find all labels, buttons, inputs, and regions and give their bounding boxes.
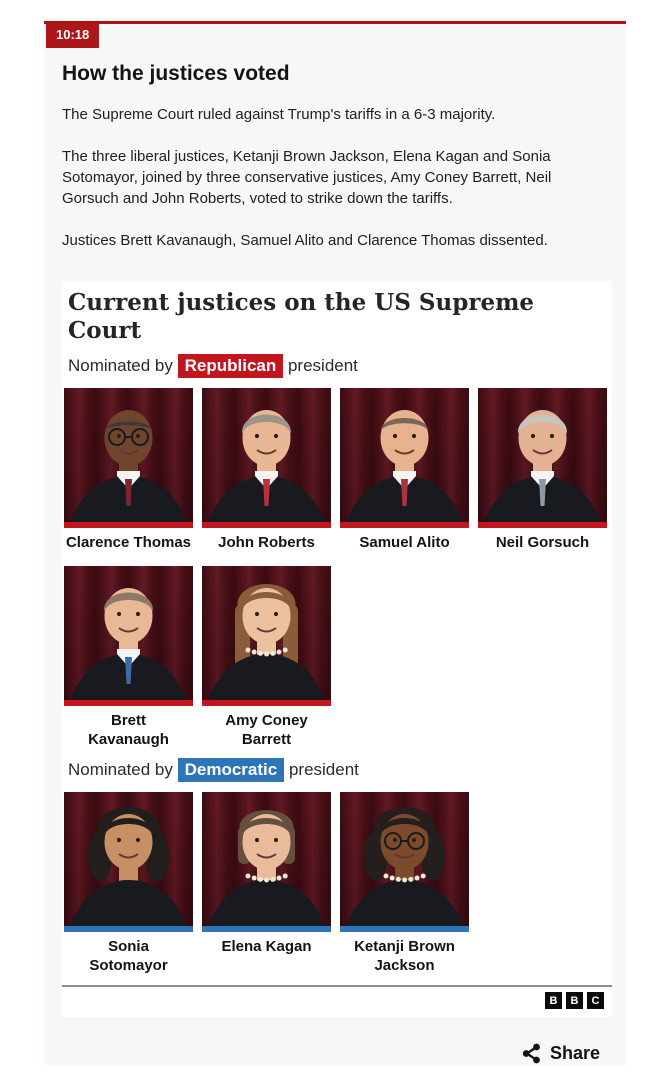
justice-name: John Roberts bbox=[218, 534, 315, 551]
nominated-by-suffix: president bbox=[283, 356, 358, 375]
justice-portrait bbox=[202, 566, 331, 700]
party-color-bar bbox=[202, 700, 331, 706]
justice-name: Amy Coney Barrett bbox=[225, 712, 308, 748]
party-color-bar bbox=[64, 522, 193, 528]
timestamp-badge: 10:18 bbox=[46, 21, 99, 48]
justice-portrait bbox=[340, 388, 469, 522]
justice-card bbox=[64, 792, 193, 975]
justice-card bbox=[202, 388, 331, 552]
share-button[interactable] bbox=[522, 1043, 600, 1064]
justice-card bbox=[64, 566, 193, 749]
justice-name: Brett Kavanaugh bbox=[88, 712, 169, 748]
party-color-bar bbox=[478, 522, 607, 528]
bbc-logo-block: B bbox=[545, 992, 562, 1009]
justice-card bbox=[64, 388, 193, 552]
justice-name: Elena Kagan bbox=[221, 938, 312, 955]
share-row bbox=[62, 1043, 612, 1064]
justice-name: Samuel Alito bbox=[359, 534, 450, 551]
nominated-by-prefix: Nominated by bbox=[68, 356, 178, 375]
article-paragraph-1: The Supreme Court ruled against Trump's tariffs in a 6-3 majority. bbox=[62, 106, 496, 123]
justice-portrait bbox=[340, 792, 469, 926]
justice-name: Clarence Thomas bbox=[65, 534, 192, 551]
justice-name: Neil Gorsuch bbox=[495, 534, 590, 551]
bbc-logo-block: C bbox=[587, 992, 604, 1009]
justice-card bbox=[340, 792, 469, 975]
party-color-bar bbox=[202, 522, 331, 528]
supreme-court-infographic[interactable] bbox=[62, 281, 612, 1017]
party-color-bar bbox=[64, 926, 193, 932]
nominated-by-label bbox=[68, 354, 606, 378]
justice-row bbox=[64, 566, 612, 749]
nominated-by-suffix: president bbox=[284, 760, 359, 779]
share-label: Share bbox=[549, 1043, 600, 1063]
bbc-logo-block: B bbox=[566, 992, 583, 1009]
article-paragraph-3: Justices Brett Kavanaugh, Samuel Alito and Clarence Thomas dissented. bbox=[62, 232, 548, 249]
party-color-bar bbox=[202, 926, 331, 932]
justice-portrait bbox=[478, 388, 607, 522]
party-highlight: Democratic bbox=[178, 758, 285, 782]
justice-card bbox=[340, 388, 469, 552]
justice-card bbox=[478, 388, 607, 552]
justice-portrait bbox=[202, 388, 331, 522]
justice-name: Sonia Sotomayor bbox=[89, 938, 168, 974]
justice-row bbox=[64, 792, 612, 975]
party-highlight: Republican bbox=[178, 354, 284, 378]
article-paragraph-2: The three liberal justices, Ketanji Brown Jackson, Elena Kagan and Sonia Sotomayor, joined by three conservative justices, Amy Coney Barrett, Neil Gorsuch and John Roberts, voted to strike down the tariffs. bbox=[62, 148, 552, 207]
justice-portrait bbox=[202, 792, 331, 926]
justice-card bbox=[202, 792, 331, 975]
party-color-bar bbox=[64, 700, 193, 706]
justice-portrait bbox=[64, 388, 193, 522]
nominated-by-label bbox=[68, 758, 606, 782]
nominated-by-prefix: Nominated by bbox=[68, 760, 178, 779]
justice-name: Ketanji Brown Jackson bbox=[354, 938, 455, 974]
live-post-card bbox=[44, 21, 626, 1065]
party-color-bar bbox=[340, 522, 469, 528]
share-icon bbox=[522, 1043, 541, 1064]
infographic-title: Current justices on the US Supreme Court bbox=[68, 289, 535, 344]
justice-portrait bbox=[64, 566, 193, 700]
justice-row bbox=[64, 388, 612, 552]
justice-portrait bbox=[64, 792, 193, 926]
post-title: How the justices voted bbox=[62, 62, 290, 85]
justice-card bbox=[202, 566, 331, 749]
infographic-footer bbox=[62, 985, 612, 1009]
justice-groups bbox=[62, 354, 612, 975]
party-color-bar bbox=[340, 926, 469, 932]
